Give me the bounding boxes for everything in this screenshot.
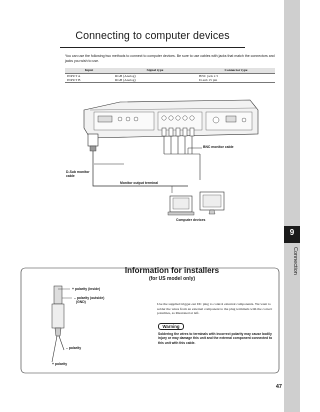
polarity-outside-label: – polarity (outside): [74, 296, 105, 300]
table-cell: INPUT B: [65, 78, 113, 83]
page-title: Connecting to computer devices: [75, 30, 230, 42]
connection-diagram: [60, 88, 280, 223]
table-cell: BNC jack x 5: [199, 73, 219, 78]
table-cell: D-sub 15 pin: [197, 78, 275, 83]
warning-text: Soldering the wires to terminals with incorrect polarity may cause bodily injury or may damage this unit and the external component connected to this unit with this cable.: [158, 332, 273, 345]
polarity-inside-label: + polarity (inside): [72, 287, 101, 291]
chapter-label: Connection: [292, 247, 298, 275]
table-header-connector: Connector type: [197, 68, 275, 73]
page-number: 47: [275, 384, 282, 390]
monitor-output-terminal-label: Monitor output terminal: [120, 181, 159, 185]
info-subtitle: (for US model only): [148, 276, 196, 282]
table-cell: INPUT A: [67, 73, 81, 78]
computer-devices-label: Computer devices: [176, 218, 206, 222]
bnc-cable-label: BNC monitor cable: [203, 145, 234, 149]
dsub-cable-label: D-Sub monitor: [66, 170, 90, 174]
polarity-gnd-label: (GND): [76, 300, 86, 304]
warning-badge: Warning: [158, 323, 184, 330]
polarity-minus-label: – polarity: [66, 346, 82, 350]
title-rule: [60, 47, 245, 48]
intro-text: You can use the following two methods to connect to computer devices. Be sure to use cables with jacks that match the connectors and jacks you wish to use.: [65, 54, 275, 63]
table-cell: RGB (Analog): [113, 78, 197, 83]
dsub-cable: [88, 134, 188, 186]
side-tab: [284, 0, 300, 412]
info-title: Information for installers: [124, 266, 220, 275]
chapter-number: 9: [289, 228, 295, 237]
computer-devices-illustration: [168, 192, 224, 215]
table-cell: RGB (Analog): [115, 73, 136, 78]
table-header-input: Input: [65, 68, 113, 73]
table-header-signal: Signal type: [113, 68, 197, 73]
connector-table: [65, 68, 275, 83]
table-row: [65, 78, 275, 83]
info-body: Use the supplied trigger-out DC plug to control external components. We want to solder the wires from an external component to the plug terminals with the correct polarities, as illustrated at left.: [157, 302, 273, 316]
dsub-cable-label-2: cable: [66, 174, 75, 178]
polarity-plus-label: + polarity: [52, 362, 68, 366]
